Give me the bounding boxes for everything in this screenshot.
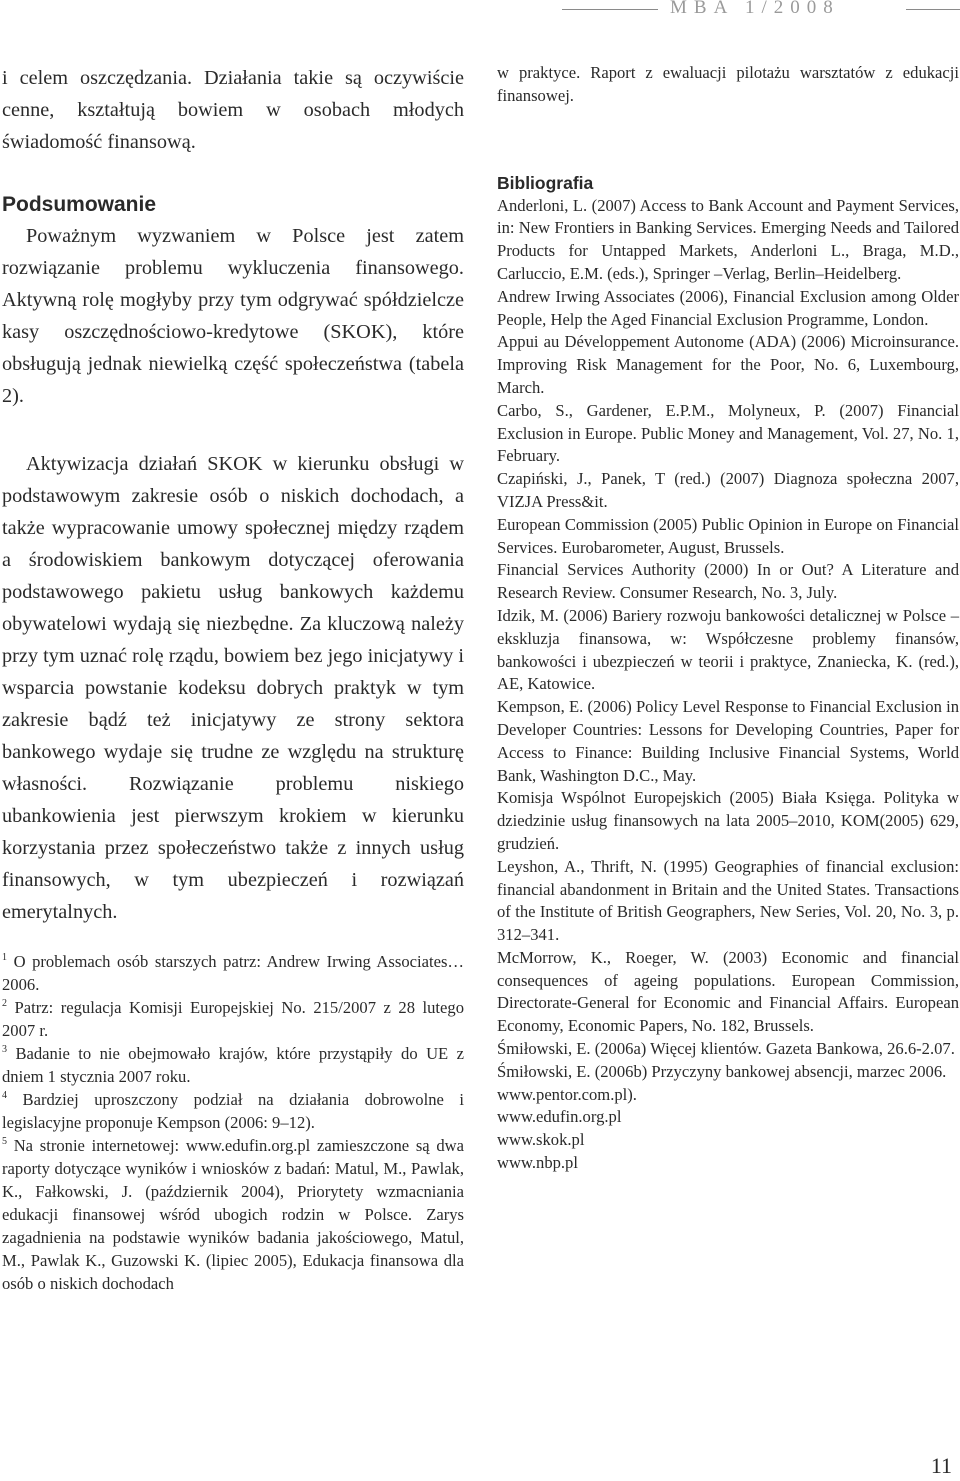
- footnote: [2, 996, 464, 1042]
- bibliography-link[interactable]: www.pentor.com.pl).: [497, 1084, 637, 1104]
- bibliography-link[interactable]: www.skok.pl: [497, 1130, 585, 1150]
- footnote-mark: 4: [2, 1090, 7, 1101]
- footnote-mark: 5: [2, 1136, 7, 1147]
- footnote: [2, 1042, 464, 1088]
- footnote: [2, 1134, 464, 1295]
- bibliography-entry: Śmiłowski, E. (2006a) Więcej klientów. Gazeta Bankowa, 26.6-2.07.: [497, 1039, 955, 1059]
- bibliography-entry: Śmiłowski, E. (2006b) Przyczyny bankowej absencji, marzec 2006.: [497, 1061, 947, 1081]
- bibliography-list: [497, 195, 959, 1175]
- bibliography-entry: Financial Services Authority (2000) In or Out? A Literature and Research Review. Consumer Research, No. 3, July.: [497, 560, 959, 603]
- bibliography-entry: Kempson, E. (2006) Policy Level Response to Financial Exclusion in Developer Countries: Lessons for Developing Countries, Paper for Access to Finance: Building Inclusive Financial Systems, World Bank, Washington D.C., May.: [497, 697, 959, 785]
- bibliography-entry: McMorrow, K., Roeger, W. (2003) Economic and financial consequences of ageing populations. European Commission, Directorate-General for Economic and Financial Affairs. European Economy, Economic Papers, No. 182, Brussels.: [497, 947, 959, 1036]
- bibliography-link[interactable]: www.nbp.pl: [497, 1153, 578, 1173]
- footnote-mark: 3: [2, 1044, 7, 1055]
- bibliography-entry: European Commission (2005) Public Opinion in Europe on Financial Services. Eurobarometer, August, Brussels.: [497, 514, 959, 557]
- footnotes: [2, 950, 464, 1295]
- bibliography-entry: Appui au Développement Autonome (ADA) (2006) Microinsurance. Improving Risk Management for the Poor, No. 6, Luxembourg, March.: [497, 332, 959, 397]
- bibliography-entry: Andrew Irwing Associates (2006), Financial Exclusion among Older People, Help the Aged Financial Exclusion Programme, London.: [497, 286, 959, 329]
- bibliography-heading: Bibliografia: [497, 172, 594, 193]
- header-rule-left: [562, 9, 658, 10]
- intro-paragraph: i celem oszczędzania. Działania takie są oczywiście cenne, kształtują bowiem w osobach młodych świadomość finansową.: [2, 67, 464, 153]
- bibliography-entry: Anderloni, L. (2007) Access to Bank Account and Payment Services, in: New Frontiers in Banking Services. Emerging Needs and Tailored Products for Untapped Markets, Anderloni L., Braga, M.D., Carluccio, E.M. (eds.), Springer –Verlag, Berlin–Heidelberg.: [497, 195, 959, 283]
- bibliography-entry: Carbo, S., Gardener, E.P.M., Molyneux, P. (2007) Financial Exclusion in Europe. Public Money and Management, Vol. 27, No. 1, February.: [497, 400, 959, 466]
- bibliography-entry: Komisja Wspólnot Europejskich (2005) Biała Księga. Polityka w dziedzinie usług finansowych na lata 2005–2010, KOM(2005) 629, grudzień.: [497, 788, 959, 853]
- footnote: [2, 1088, 464, 1134]
- header-rule-right: [906, 9, 960, 10]
- left-column: [2, 62, 464, 1295]
- footnote-text: Patrz: regulacja Komisji Europejskiej No. 215/2007 z 28 lutego 2007 r.: [2, 998, 464, 1040]
- summary-paragraph-1: Poważnym wyzwaniem w Polsce jest zatem rozwiązanie problemu wykluczenia finansowego. Aktywną rolę mogłyby przy tym odgrywać spółdzielcze kasy oszczędnościowo-kredytowe (SKOK), które obsługują jednak niewielką część społeczeństwa (tabela 2).: [2, 225, 464, 407]
- bibliography-entry: Leyshon, A., Thrift, N. (1995) Geographies of financial exclusion: financial abandonment in Britain and the United States. Transactions of the Institute of British Geographers, New Series, Vol. 20, No. 3, p. 312–341.: [497, 856, 959, 945]
- footnote-mark: 1: [2, 952, 7, 963]
- footnote-text: Bardziej uproszczony podział na działania dobrowolne i legislacyjne proponuje Kempson (2006: 9–12).: [2, 1090, 464, 1132]
- bibliography-entry: Idzik, M. (2006) Bariery rozwoju bankowości detalicznej w Polsce – ekskluzja finansowa, w: Współczesne problemy finansów, bankowości i ubezpieczeń w teorii i praktyce, Znaniecka, K. (red.), AE, Katowice.: [497, 605, 959, 694]
- right-column: [497, 62, 959, 1175]
- running-header: [0, 0, 960, 22]
- summary-paragraph-2: Aktywizacja działań SKOK w kierunku obsługi w podstawowym zakresie osób o niskich dochodach, a także wypracowanie umowy społecznej między rządem a środowiskiem bankowym dotyczącej oferowania podstawowego pakietu usług bankowych każdemu obywatelowi wydają się niezbędne. Za kluczową należy przy tym uznać rolę rządu, bowiem bez jego inicjatywy i wsparcia powstanie kodeksu dobrych praktyk w tym zakresie bądź też inicjatywy ze strony sektora bankowego wydaje się trudne ze względu na strukturę własności. Rozwiązanie problemu niskiego ubankowienia jest pierwszym krokiem w kierunku korzystania przez społeczeństwo także z innych usług finansowych, w tym ubezpieczeń i rozwiązań emerytalnych.: [2, 453, 464, 923]
- footnote-text: Na stronie internetowej: www.edufin.org.pl zamieszczone są dwa raporty dotyczące wyników i wniosków z badań: Matul, M., Pawlak, K., Fałkowski, J. (październik 2004), Priorytety wzmacniania edukacji finansowej wśród ubogich rodzin w Polsce. Zarys zagadnienia na podstawie wyników badania jakościowego, Matul, M., Pawlak K., Guzowski K. (lipiec 2005), Edukacja finansowa dla osób o niskich dochodach: [2, 1136, 464, 1293]
- footnote-mark: 2: [2, 998, 7, 1009]
- bibliography-entry: Czapiński, J., Panek, T (red.) (2007) Diagnoza społeczna 2007, VIZJA Press&it.: [497, 469, 959, 511]
- footnote-text: Badanie to nie obejmowało krajów, które przystąpiły do UE z dniem 1 stycznia 2007 roku.: [2, 1044, 464, 1086]
- section-heading: Podsumowanie: [2, 193, 157, 216]
- running-title: MBA 1/2008: [670, 0, 840, 18]
- continuation-text: w praktyce. Raport z ewaluacji pilotażu warsztatów z edukacji finansowej.: [497, 63, 959, 105]
- page-number: 11: [930, 1453, 952, 1478]
- footnote-text: O problemach osób starszych patrz: Andrew Irwing Associates… 2006.: [2, 952, 464, 994]
- bibliography-link[interactable]: www.edufin.org.pl: [497, 1107, 622, 1127]
- footnote: [2, 950, 464, 996]
